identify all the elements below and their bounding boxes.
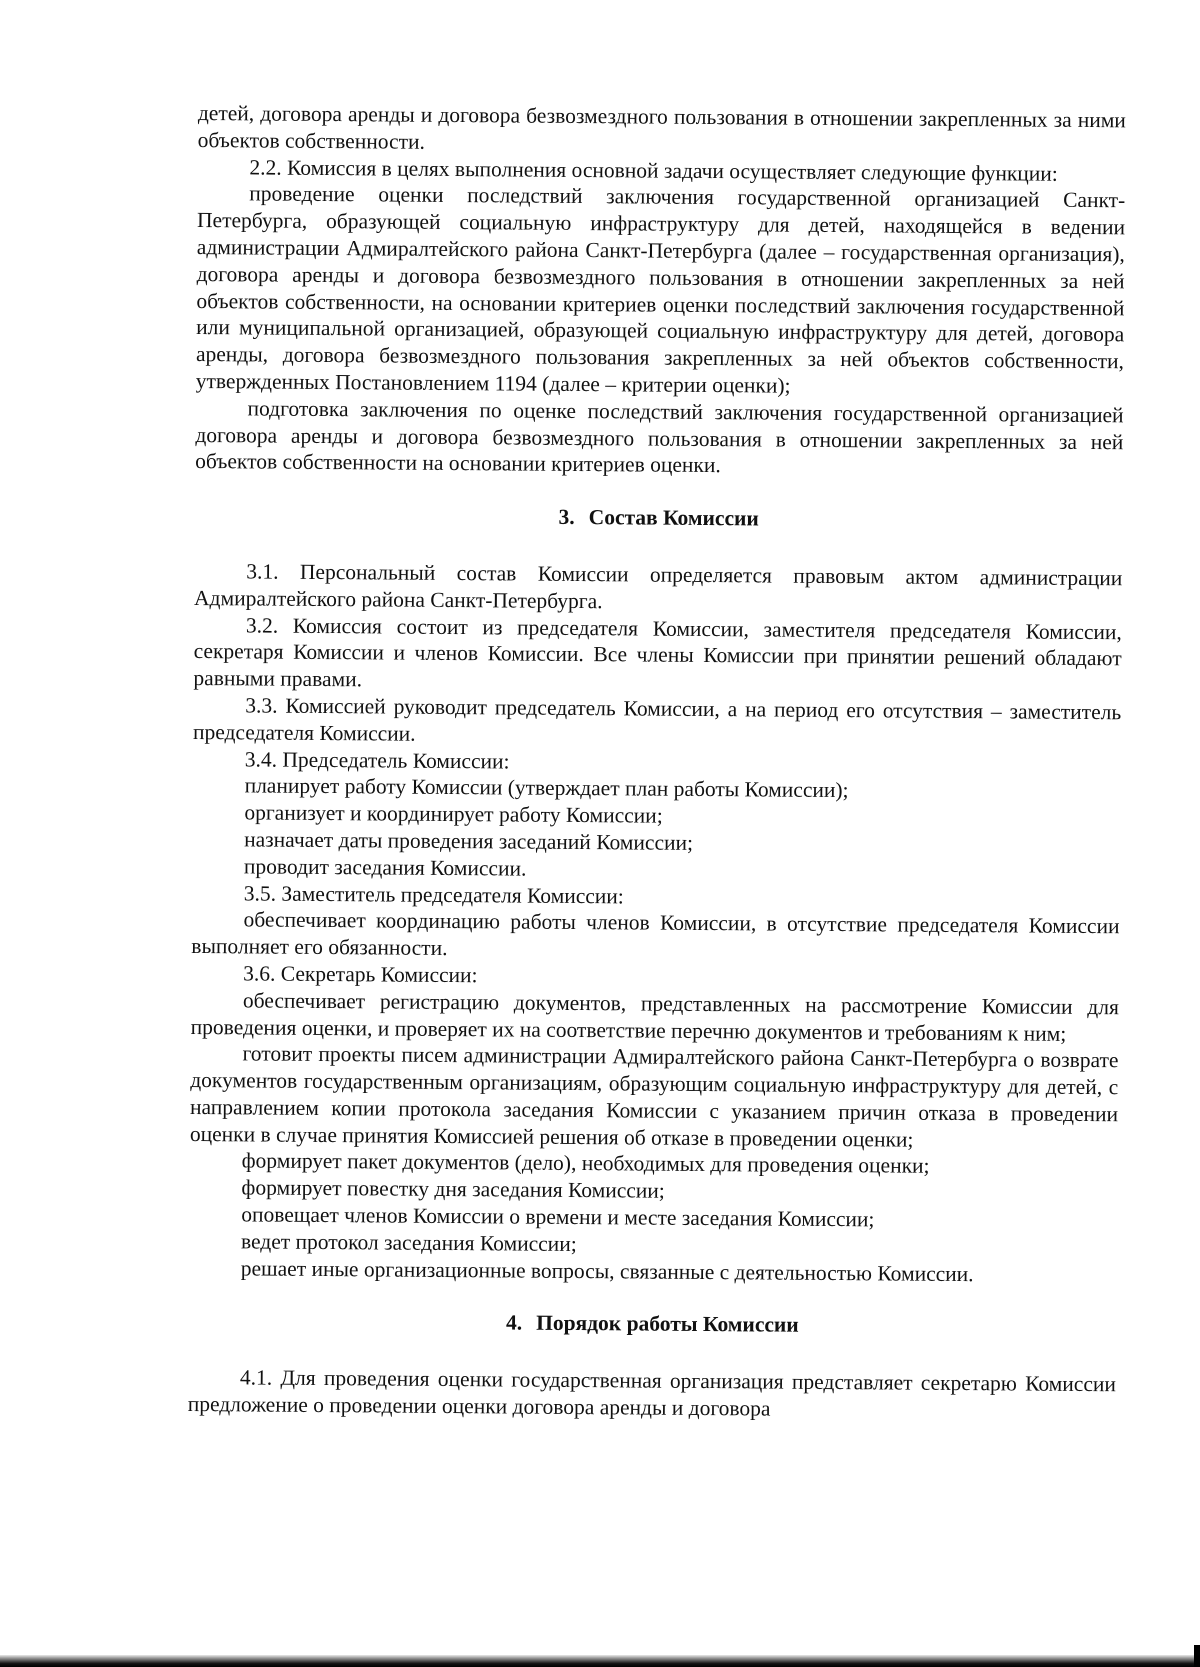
paragraph: 4.1. Для проведения оценки государственная организация представляет секретарю Комиссии предложение о проведении оценки договора аренды и договора: [187, 1365, 1117, 1421]
paragraph: обеспечивает регистрацию документов, представленных на рассмотрение Комиссии для проведения оценки, и проверяет их на соответствие перечню документов и требованиям к ним;: [190, 988, 1119, 1046]
paragraph: планирует работу Комиссии (утверждает план работы Комиссии);: [244, 773, 849, 803]
paragraph: 3.2. Комиссия состоит из председателя Комиссии, заместителя председателя Комиссии, секретаря Комиссии и членов Комиссии. Все члены Комиссии при принятии решений обладают равными правами.: [193, 612, 1122, 692]
paragraph: формирует повестку дня заседания Комиссии;: [241, 1175, 665, 1203]
section-number: 4.: [505, 1310, 523, 1336]
paragraph: организует и координирует работу Комиссии;: [244, 800, 663, 828]
paragraph: формирует пакет документов (дело), необходимых для проведения оценки;: [241, 1148, 930, 1179]
paragraph: 2.2. Комиссия в целях выполнения основной задачи осуществляет следующие функции:: [249, 155, 1058, 186]
paragraph: детей, договора аренды и договора безвозмездного пользования в отношении закрепленных за ними объектов собственности.: [197, 100, 1126, 154]
scan-corner-mark: [1194, 1645, 1200, 1667]
paragraph: решает иные организационные вопросы, связанные с деятельностью Комиссии.: [240, 1256, 974, 1286]
paragraph: 3.1. Персональный состав Комиссии определяется правовым актом администрации Адмиралтейского района Санкт-Петербурга.: [193, 559, 1123, 613]
section-heading: [188, 1307, 1116, 1341]
scan-bottom-edge: [0, 1655, 1200, 1667]
document-body: [188, 100, 1126, 1425]
paragraph: подготовка заключения по оценке последствий заключения государственной организацией договора аренды и договора безвозмездного пользования в отношении закрепленных за ней объектов собственности на основании критериев оценки.: [195, 396, 1124, 478]
section-heading: [195, 501, 1123, 535]
paragraph: 3.5. Заместитель председателя Комиссии:: [243, 880, 624, 908]
paragraph: проведение оценки последствий заключения государственной организацией Санкт-Петербурга, образующей социальную инфраструктуру для детей, находящейся в ведении администрации Адмиралтейского района Санкт-Петербурга (далее – государственная организация), договора аренды и договора безвозмездного пользования в отношении закрепленных за ней объектов собственности, на основании критериев оценки последствий заключения государственной или муниципальной организацией, образующей социальную инфраструктуру для детей, договора аренды, договора безвозмездного пользования закрепленных за ней объектов собственности, утвержденных Постановлением 1194 (далее – критерии оценки);: [195, 181, 1126, 398]
paragraph: 3.4. Председатель Комиссии:: [244, 746, 510, 773]
paragraph: обеспечивает координацию работы членов Комиссии, в отсутствие председателя Комиссии выполняет его обязанности.: [191, 907, 1120, 961]
paragraph: оповещает членов Комиссии о времени и месте заседания Комиссии;: [241, 1202, 875, 1232]
paragraph: готовит проекты писем администрации Адмиралтейского района Санкт-Петербурга о возврате документов государственным организациям, образующим социальную инфраструктуру для детей, с направлением копии протокола заседания Комиссии с указанием причин отказа в проведении оценки в случае принятия Комиссией решения об отказе в проведении оценки;: [189, 1041, 1119, 1152]
paragraph: проводит заседания Комиссии.: [243, 854, 527, 881]
paragraph: назначает даты проведения заседаний Комиссии;: [244, 827, 694, 855]
paragraph: ведет протокол заседания Комиссии;: [240, 1229, 577, 1256]
section-number: 3.: [558, 505, 575, 530]
paragraph: 3.3. Комиссией руководит председатель Комиссии, а на период его отсутствия – заместитель председателя Комиссии.: [192, 693, 1122, 746]
section-title: Состав Комиссии: [588, 505, 759, 531]
section-title: Порядок работы Комиссии: [536, 1311, 799, 1338]
paragraph: 3.6. Секретарь Комиссии:: [243, 961, 478, 988]
